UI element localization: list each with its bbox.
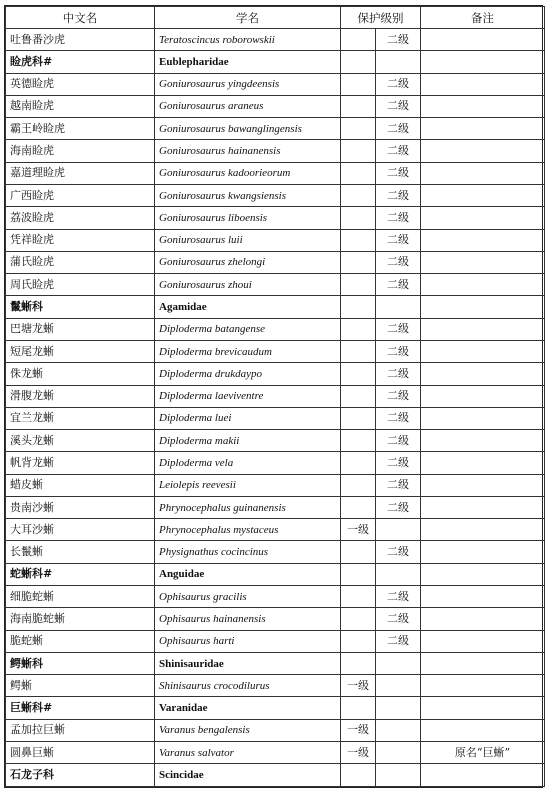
chinese-name-cell: 广西睑虎 xyxy=(6,184,155,206)
remarks-cell xyxy=(421,474,545,496)
species-row xyxy=(6,118,545,140)
remarks-cell xyxy=(421,652,545,674)
remarks-cell xyxy=(421,563,545,585)
scientific-name-cell: Anguidae xyxy=(155,563,341,585)
remarks-cell xyxy=(421,140,545,162)
chinese-name-cell: 霸王岭睑虎 xyxy=(6,118,155,140)
scientific-name-cell: Diploderma drukdaypo xyxy=(155,363,341,385)
chinese-name-cell: 长鬣蜥 xyxy=(6,541,155,563)
remarks-cell xyxy=(421,697,545,719)
level-two-cell: 二级 xyxy=(376,140,421,162)
level-two-cell: 二级 xyxy=(376,541,421,563)
species-row xyxy=(6,251,545,273)
scientific-name-cell: Goniurosaurus hainanensis xyxy=(155,140,341,162)
scientific-name-cell: Ophisaurus hainanensis xyxy=(155,608,341,630)
level-one-cell xyxy=(341,296,376,318)
scientific-name-cell: Ophisaurus harti xyxy=(155,630,341,652)
level-one-cell xyxy=(341,430,376,452)
level-one-cell: 一级 xyxy=(341,675,376,697)
species-row xyxy=(6,207,545,229)
chinese-name-cell: 睑虎科# xyxy=(6,51,155,73)
level-two-cell xyxy=(376,652,421,674)
level-two-cell: 二级 xyxy=(376,29,421,51)
scientific-name-cell: Shinisauridae xyxy=(155,652,341,674)
remarks-cell xyxy=(421,95,545,117)
level-two-cell: 二级 xyxy=(376,630,421,652)
scientific-name-cell: Ophisaurus gracilis xyxy=(155,586,341,608)
scientific-name-cell: Goniurosaurus kwangsiensis xyxy=(155,184,341,206)
remarks-cell xyxy=(421,519,545,541)
chinese-name-cell: 荔波睑虎 xyxy=(6,207,155,229)
species-row xyxy=(6,140,545,162)
level-two-cell xyxy=(376,519,421,541)
chinese-name-cell: 巨蜥科# xyxy=(6,697,155,719)
family-row xyxy=(6,563,545,585)
remarks-cell xyxy=(421,719,545,741)
remarks-cell xyxy=(421,675,545,697)
level-one-cell xyxy=(341,95,376,117)
level-one-cell xyxy=(341,452,376,474)
chinese-name-cell: 滑腹龙蜥 xyxy=(6,385,155,407)
header-chinese-name: 中文名 xyxy=(6,7,155,29)
species-row xyxy=(6,474,545,496)
family-row xyxy=(6,652,545,674)
chinese-name-cell: 贵南沙蜥 xyxy=(6,496,155,518)
level-two-cell: 二级 xyxy=(376,162,421,184)
remarks-cell xyxy=(421,541,545,563)
remarks-cell xyxy=(421,296,545,318)
species-row xyxy=(6,430,545,452)
remarks-cell xyxy=(421,29,545,51)
level-one-cell xyxy=(341,184,376,206)
chinese-name-cell: 海南睑虎 xyxy=(6,140,155,162)
scientific-name-cell: Diploderma vela xyxy=(155,452,341,474)
level-one-cell xyxy=(341,363,376,385)
level-one-cell xyxy=(341,697,376,719)
table-header-row xyxy=(6,7,545,29)
chinese-name-cell: 侏龙蜥 xyxy=(6,363,155,385)
chinese-name-cell: 蜡皮蜥 xyxy=(6,474,155,496)
remarks-cell xyxy=(421,51,545,73)
species-row xyxy=(6,363,545,385)
header-remarks: 备注 xyxy=(421,7,545,29)
species-row xyxy=(6,586,545,608)
species-row xyxy=(6,274,545,296)
scientific-name-cell: Diploderma makii xyxy=(155,430,341,452)
level-two-cell: 二级 xyxy=(376,73,421,95)
chinese-name-cell: 圆鼻巨蜥 xyxy=(6,742,155,764)
level-two-cell xyxy=(376,764,421,787)
scientific-name-cell: Physignathus cocincinus xyxy=(155,541,341,563)
level-two-cell xyxy=(376,719,421,741)
level-two-cell xyxy=(376,563,421,585)
species-row xyxy=(6,630,545,652)
species-protection-table-page xyxy=(4,5,543,788)
species-row xyxy=(6,385,545,407)
level-one-cell xyxy=(341,73,376,95)
level-one-cell xyxy=(341,229,376,251)
chinese-name-cell: 宜兰龙蜥 xyxy=(6,407,155,429)
scientific-name-cell: Goniurosaurus araneus xyxy=(155,95,341,117)
level-two-cell: 二级 xyxy=(376,340,421,362)
header-scientific-name: 学名 xyxy=(155,7,341,29)
level-one-cell: 一级 xyxy=(341,519,376,541)
species-row xyxy=(6,719,545,741)
level-one-cell xyxy=(341,29,376,51)
scientific-name-cell: Goniurosaurus luii xyxy=(155,229,341,251)
remarks-cell xyxy=(421,363,545,385)
header-protection-level: 保护级别 xyxy=(341,7,421,29)
remarks-cell xyxy=(421,407,545,429)
scientific-name-cell: Scincidae xyxy=(155,764,341,787)
chinese-name-cell: 凭祥睑虎 xyxy=(6,229,155,251)
level-one-cell xyxy=(341,318,376,340)
remarks-cell xyxy=(421,430,545,452)
table-body xyxy=(6,29,545,787)
remarks-cell: 原名“巨蜥” xyxy=(421,742,545,764)
chinese-name-cell: 帆背龙蜥 xyxy=(6,452,155,474)
remarks-cell xyxy=(421,251,545,273)
scientific-name-cell: Goniurosaurus liboensis xyxy=(155,207,341,229)
chinese-name-cell: 细脆蛇蜥 xyxy=(6,586,155,608)
level-one-cell xyxy=(341,541,376,563)
remarks-cell xyxy=(421,340,545,362)
scientific-name-cell: Goniurosaurus zhoui xyxy=(155,274,341,296)
level-two-cell xyxy=(376,697,421,719)
level-two-cell: 二级 xyxy=(376,474,421,496)
species-row xyxy=(6,29,545,51)
family-row xyxy=(6,697,545,719)
remarks-cell xyxy=(421,764,545,787)
family-row xyxy=(6,296,545,318)
scientific-name-cell: Diploderma batangense xyxy=(155,318,341,340)
remarks-cell xyxy=(421,162,545,184)
scientific-name-cell: Eublepharidae xyxy=(155,51,341,73)
level-one-cell xyxy=(341,207,376,229)
remarks-cell xyxy=(421,586,545,608)
level-one-cell xyxy=(341,51,376,73)
species-row xyxy=(6,340,545,362)
remarks-cell xyxy=(421,608,545,630)
level-one-cell xyxy=(341,251,376,273)
level-one-cell xyxy=(341,407,376,429)
family-row xyxy=(6,51,545,73)
level-two-cell: 二级 xyxy=(376,274,421,296)
scientific-name-cell: Diploderma luei xyxy=(155,407,341,429)
remarks-cell xyxy=(421,496,545,518)
level-one-cell xyxy=(341,118,376,140)
species-row xyxy=(6,675,545,697)
scientific-name-cell: Diploderma brevicaudum xyxy=(155,340,341,362)
species-row xyxy=(6,519,545,541)
scientific-name-cell: Shinisaurus crocodilurus xyxy=(155,675,341,697)
level-one-cell xyxy=(341,630,376,652)
level-two-cell: 二级 xyxy=(376,452,421,474)
scientific-name-cell: Varanidae xyxy=(155,697,341,719)
remarks-cell xyxy=(421,73,545,95)
level-one-cell xyxy=(341,608,376,630)
remarks-cell xyxy=(421,452,545,474)
species-row xyxy=(6,95,545,117)
chinese-name-cell: 英德睑虎 xyxy=(6,73,155,95)
chinese-name-cell: 大耳沙蜥 xyxy=(6,519,155,541)
remarks-cell xyxy=(421,207,545,229)
remarks-cell xyxy=(421,229,545,251)
level-one-cell: 一级 xyxy=(341,719,376,741)
chinese-name-cell: 周氏睑虎 xyxy=(6,274,155,296)
level-two-cell: 二级 xyxy=(376,363,421,385)
level-one-cell xyxy=(341,652,376,674)
chinese-name-cell: 越南睑虎 xyxy=(6,95,155,117)
chinese-name-cell: 吐鲁番沙虎 xyxy=(6,29,155,51)
species-row xyxy=(6,496,545,518)
level-two-cell: 二级 xyxy=(376,496,421,518)
level-one-cell xyxy=(341,563,376,585)
level-two-cell: 二级 xyxy=(376,608,421,630)
level-two-cell: 二级 xyxy=(376,95,421,117)
scientific-name-cell: Varanus salvator xyxy=(155,742,341,764)
chinese-name-cell: 石龙子科 xyxy=(6,764,155,787)
chinese-name-cell: 脆蛇蜥 xyxy=(6,630,155,652)
level-one-cell xyxy=(341,474,376,496)
scientific-name-cell: Phrynocephalus guinanensis xyxy=(155,496,341,518)
chinese-name-cell: 嘉道理睑虎 xyxy=(6,162,155,184)
species-row xyxy=(6,541,545,563)
remarks-cell xyxy=(421,630,545,652)
level-one-cell xyxy=(341,586,376,608)
level-two-cell xyxy=(376,296,421,318)
species-row xyxy=(6,184,545,206)
remarks-cell xyxy=(421,318,545,340)
level-one-cell xyxy=(341,764,376,787)
level-one-cell xyxy=(341,140,376,162)
level-two-cell: 二级 xyxy=(376,207,421,229)
scientific-name-cell: Teratoscincus roborowskii xyxy=(155,29,341,51)
chinese-name-cell: 溪头龙蜥 xyxy=(6,430,155,452)
chinese-name-cell: 鬣蜥科 xyxy=(6,296,155,318)
chinese-name-cell: 巴塘龙蜥 xyxy=(6,318,155,340)
scientific-name-cell: Diploderma laeviventre xyxy=(155,385,341,407)
chinese-name-cell: 蒲氏睑虎 xyxy=(6,251,155,273)
scientific-name-cell: Goniurosaurus zhelongi xyxy=(155,251,341,273)
level-one-cell xyxy=(341,496,376,518)
remarks-cell xyxy=(421,184,545,206)
level-one-cell xyxy=(341,340,376,362)
level-two-cell: 二级 xyxy=(376,318,421,340)
remarks-cell xyxy=(421,385,545,407)
species-row xyxy=(6,608,545,630)
species-row xyxy=(6,452,545,474)
level-two-cell: 二级 xyxy=(376,430,421,452)
level-two-cell: 二级 xyxy=(376,118,421,140)
chinese-name-cell: 短尾龙蜥 xyxy=(6,340,155,362)
scientific-name-cell: Phrynocephalus mystaceus xyxy=(155,519,341,541)
level-two-cell: 二级 xyxy=(376,184,421,206)
chinese-name-cell: 蛇蜥科# xyxy=(6,563,155,585)
species-row xyxy=(6,229,545,251)
species-row xyxy=(6,318,545,340)
species-row xyxy=(6,73,545,95)
family-row xyxy=(6,764,545,787)
remarks-cell xyxy=(421,274,545,296)
species-row xyxy=(6,742,545,764)
level-one-cell xyxy=(341,385,376,407)
level-two-cell: 二级 xyxy=(376,586,421,608)
remarks-cell xyxy=(421,118,545,140)
species-row xyxy=(6,162,545,184)
species-table xyxy=(5,6,545,787)
chinese-name-cell: 鳄蜥 xyxy=(6,675,155,697)
scientific-name-cell: Varanus bengalensis xyxy=(155,719,341,741)
scientific-name-cell: Goniurosaurus bawanglingensis xyxy=(155,118,341,140)
level-two-cell: 二级 xyxy=(376,229,421,251)
scientific-name-cell: Goniurosaurus yingdeensis xyxy=(155,73,341,95)
chinese-name-cell: 鳄蜥科 xyxy=(6,652,155,674)
level-two-cell: 二级 xyxy=(376,251,421,273)
chinese-name-cell: 孟加拉巨蜥 xyxy=(6,719,155,741)
level-one-cell xyxy=(341,274,376,296)
level-two-cell: 二级 xyxy=(376,385,421,407)
level-two-cell xyxy=(376,675,421,697)
level-two-cell xyxy=(376,51,421,73)
scientific-name-cell: Agamidae xyxy=(155,296,341,318)
level-two-cell: 二级 xyxy=(376,407,421,429)
level-one-cell: 一级 xyxy=(341,742,376,764)
level-two-cell xyxy=(376,742,421,764)
level-one-cell xyxy=(341,162,376,184)
chinese-name-cell: 海南脆蛇蜥 xyxy=(6,608,155,630)
scientific-name-cell: Leiolepis reevesii xyxy=(155,474,341,496)
species-row xyxy=(6,407,545,429)
scientific-name-cell: Goniurosaurus kadoorieorum xyxy=(155,162,341,184)
